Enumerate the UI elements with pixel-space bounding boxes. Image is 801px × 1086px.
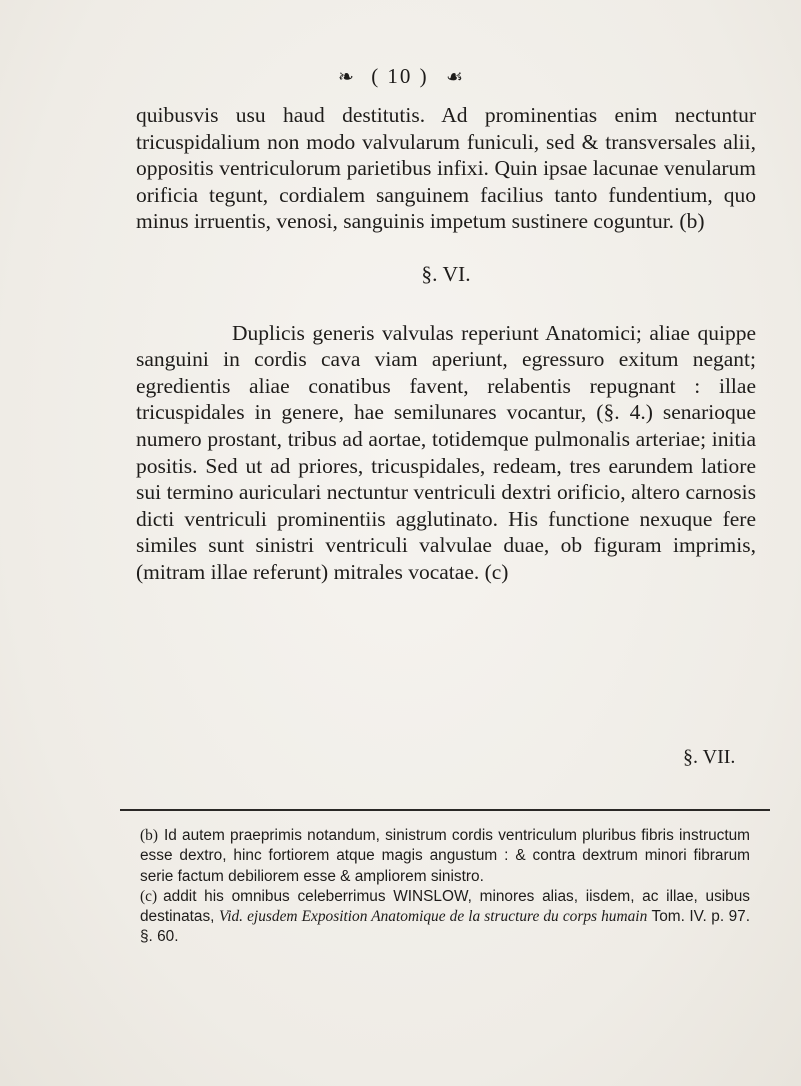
footnote-c [140,887,750,948]
footnote-mark: (c) [140,887,158,905]
footnote-citation: Vid. ejusdem Exposition Anatomique de la structure du corps humain [218,908,648,926]
footnote-text: addit his omnibus celeberrimus WINSLOW, minores alias, iisdem, ac illae, usibus destinatas, [140,887,750,926]
footnote-b [140,826,750,887]
footnote-mark: (b) [140,827,158,844]
main-text [136,102,756,586]
page-number: ( 10 ) [371,64,429,88]
paragraph-continued: quibusvis usu haud destitutis. Ad prominentias enim nectuntur tricuspidalium non modo valvularum funiculi, sed & transversales alii, oppositis ventriculorum parietibus infixi. Quin ipsae lacunae venularum orificia tegunt, cordialem sanguinem facilius tanto fundentium, quo minus irruentis, venosi, sanguinis impetum sustinere coguntur. (b) [136,103,756,234]
footnote-text: Id autem praeprimis notandum, sinistrum cordis ventriculum pluribus fibris instructum esse dextro, hinc fortiorem atque magis angustum : & contra dextrum minori fibrarum serie factum debiliorem esse & ampliorem sinistro. [140,827,750,885]
footnotes [140,826,750,948]
catchword: §. VII. [683,746,736,768]
ornament-left-icon: ❧ [338,67,354,88]
page-header [0,64,801,89]
footnote-divider [120,809,770,811]
ornament-right-icon: ☙ [445,67,463,88]
footnote-citation-ref: Tom. IV. p. 97. §. 60. [140,908,750,946]
paragraph-section-vi: Duplicis generis valvulas reperiunt Anatomici; aliae quippe sanguini in cordis cava viam aperiunt, egressuro exitum negant; egredientis aliae conatibus favent, relabentis repugnant : illae tricuspidales in genere, hae semilunares vocantur, (§. 4.) senarioque numero prostant, tribus ad aortae, totidemque pulmonalis arteriae; initia positis. Sed ut ad priores, tricuspidales, redeam, tres earundem latiore sui termino auriculari nectuntur ventriculi dextri orificio, altero carnosis dicti ventriculi prominentiis agglutinato. His functione nexuque fere similes sunt sinistri ventriculi valvulae duae, ob figuram imprimis, (mitram illae referunt) mitrales vocatae. (c) [136,320,756,584]
section-heading: §. VI. [421,261,471,286]
